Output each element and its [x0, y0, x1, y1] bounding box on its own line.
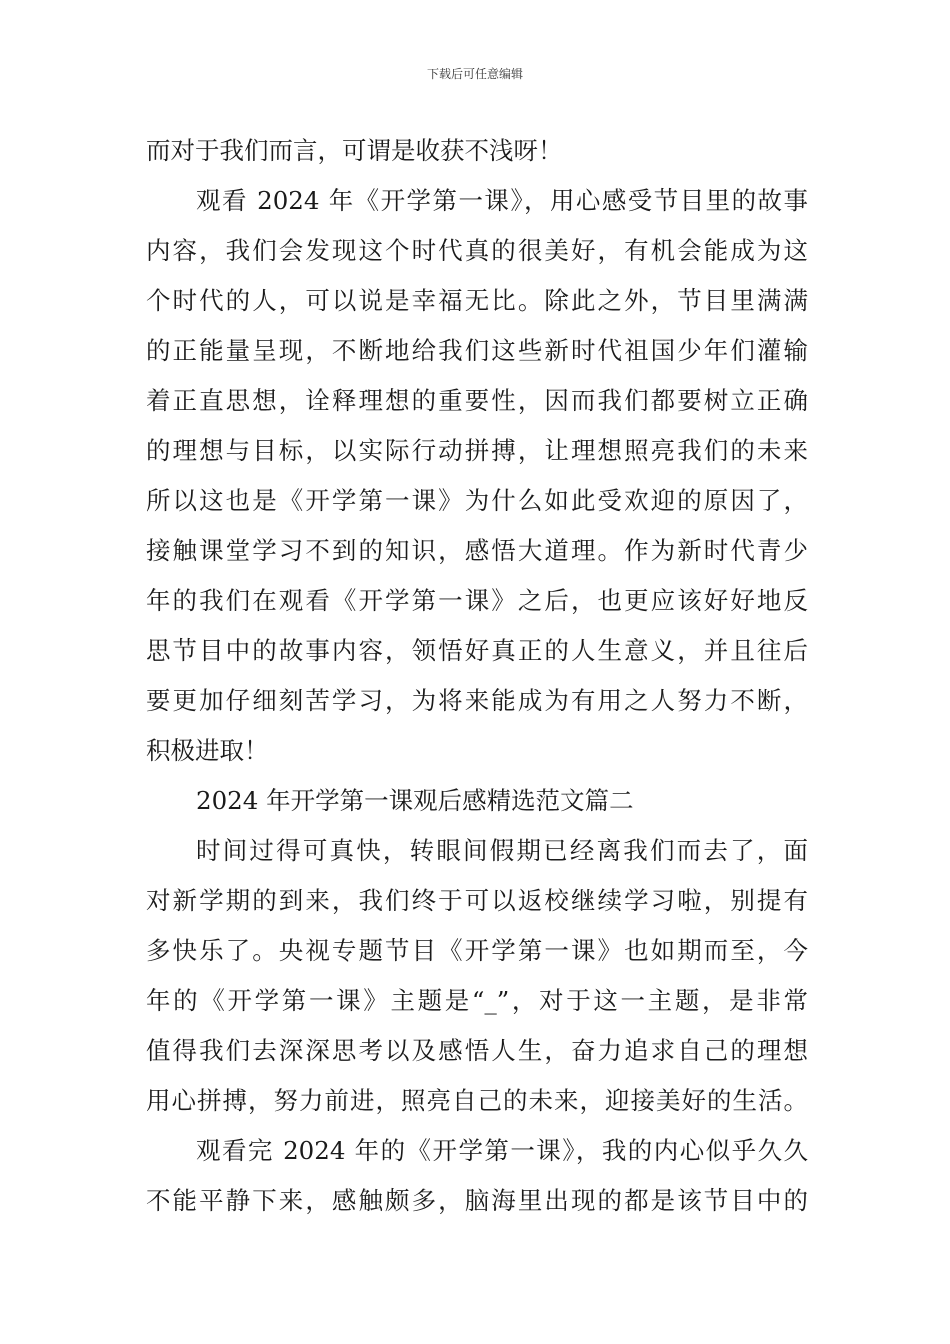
section-heading: 2024 年开学第一课观后感精选范文篇二: [196, 786, 634, 815]
text-line: 多快乐了。央视专题节目《开学第一课》也如期而至，今: [146, 936, 808, 965]
document-body: [146, 126, 808, 1226]
text-line: 而对于我们而言，可谓是收获不浅呀！: [146, 136, 563, 165]
text-line: 个时代的人，可以说是幸福无比。除此之外，节目里满满: [146, 286, 808, 315]
text-line: 年的我们在观看《开学第一课》之后，也更应该好好地反: [146, 586, 808, 615]
text-line: 的正能量呈现，不断地给我们这些新时代祖国少年们灌输: [146, 336, 808, 365]
text-line: 年的《开学第一课》主题是“_”，对于这一主题，是非常: [146, 986, 808, 1015]
page-header-note: 下载后可任意编辑: [426, 67, 523, 81]
paragraph-start-line: 时间过得可真快，转眼间假期已经离我们而去了，面: [196, 836, 808, 865]
text-line: 的理想与目标，以实际行动拼搏，让理想照亮我们的未来: [146, 436, 808, 465]
text-line: 积极进取！: [146, 736, 269, 765]
text-line: 要更加仔细刻苦学习，为将来能成为有用之人努力不断，: [146, 686, 808, 715]
paragraph-start-line: 观看完 2024 年的《开学第一课》，我的内心似乎久久: [196, 1136, 808, 1165]
text-line: 值得我们去深深思考以及感悟人生，奋力追求自己的理想: [146, 1036, 808, 1065]
text-line: 所以这也是《开学第一课》为什么如此受欢迎的原因了，: [146, 486, 808, 515]
text-line: 着正直思想，诠释理想的重要性，因而我们都要树立正确: [146, 386, 808, 415]
text-line: 不能平静下来，感触颇多，脑海里出现的都是该节目中的: [146, 1186, 808, 1215]
text-line: 思节目中的故事内容，领悟好真正的人生意义，并且往后: [146, 636, 808, 665]
text-line: 接触课堂学习不到的知识，感悟大道理。作为新时代青少: [146, 536, 808, 565]
text-line: 内容，我们会发现这个时代真的很美好，有机会能成为这: [146, 236, 808, 265]
text-line: 用心拼搏，努力前进，照亮自己的未来，迎接美好的生活。: [146, 1086, 808, 1115]
text-line: 对新学期的到来，我们终于可以返校继续学习啦，别提有: [146, 886, 808, 915]
paragraph-start-line: 观看 2024 年《开学第一课》，用心感受节目里的故事: [196, 186, 808, 215]
